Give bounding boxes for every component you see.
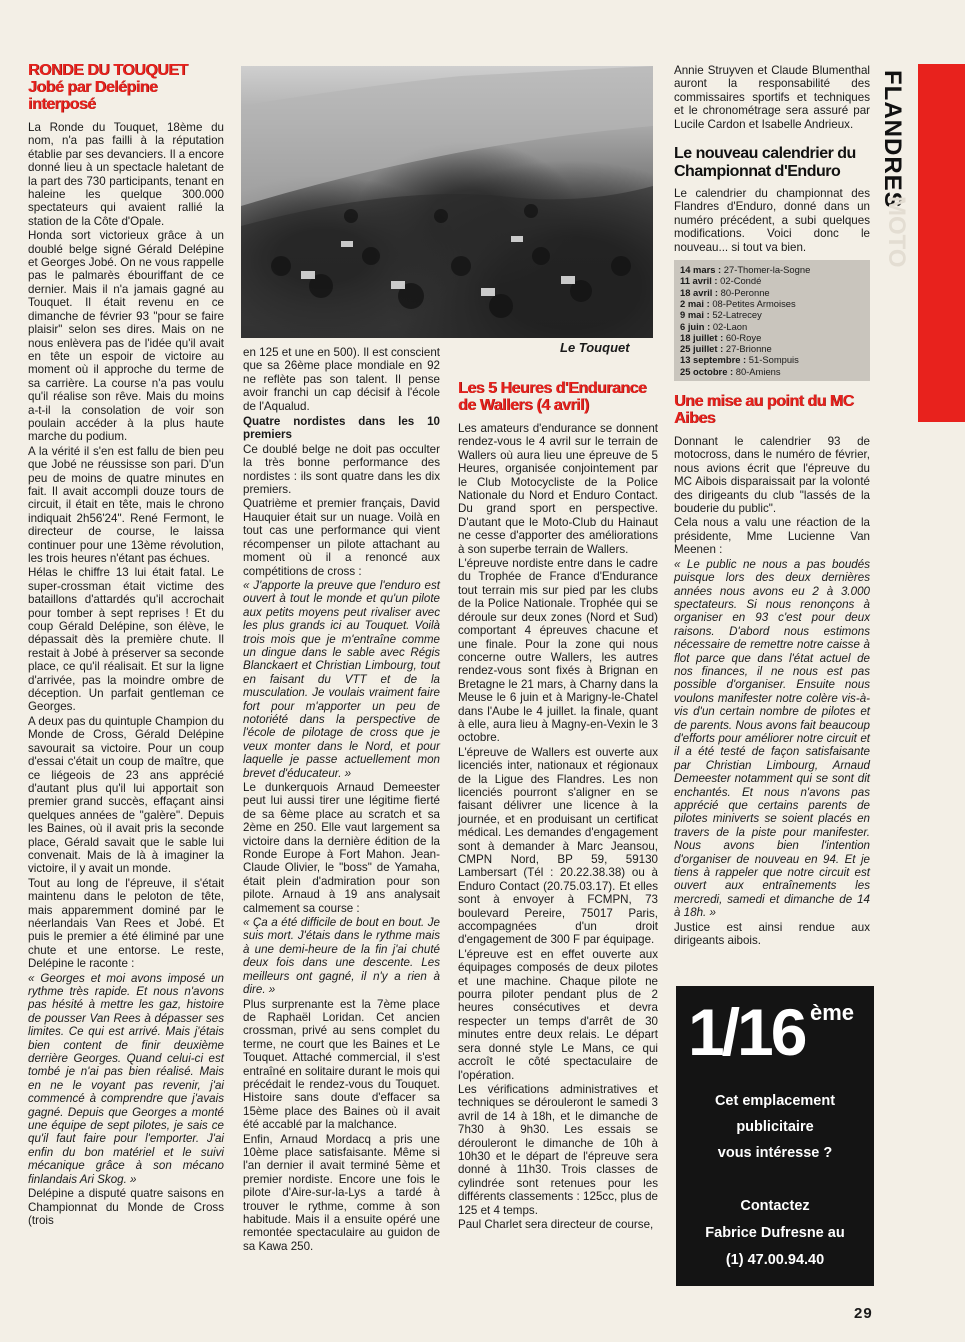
article1-paragraph: Enfin, Arnaud Mordacq a pris une 10ème place satisfaisante. Même si l'an dernier il avait terminé 5ème et premier nordiste. Encore une fois le pilote d'Aire-sur-la-Lys a tardé à trouver le rythme, comme à son habitude. Mais il a ensuite opéré une remontée spectaculaire au guidon de sa Kawa 250.	[243, 1132, 440, 1253]
article4-paragraph: Donnant le calendrier 93 de motocross, dans le numéro de février, nous avions écrit que l'épreuve du MC Aibois disparaissait par la volonté des dirigeants du club "lassés de la bouderie du public".	[674, 435, 870, 516]
calendar-row: 14 mars : 27-Thomer-la-Sogne	[680, 264, 811, 276]
ad-fraction: 1/16	[688, 995, 805, 1069]
article3-intro: Le calendrier du championnat des Flandres d'Enduro, donné dans un numéro précédent, a subi quelques modifications. Voici donc le nouveau... si tout va bien.	[674, 187, 870, 254]
calendar-row: 25 octobre : 80-Amiens	[680, 365, 781, 377]
article1-paragraph: Ce doublé belge ne doit pas occulter la très bonne performance des nordistes : ils sont quatre dans les dix premiers.	[243, 442, 440, 497]
article1-title: RONDE DU TOUQUET	[28, 62, 188, 79]
column-4	[674, 64, 870, 947]
ad-phone: (1) 47.00.94.40	[725, 1252, 825, 1268]
article2-paragraph: Les amateurs d'endurance se donnent rendez-vous le 4 avril sur le terrain de Wallers où aura lieu une épreuve de 5 Heures, organisée conjointement par le Club Motocycliste de la Police Nationale du Nord et Enduro Contact. Du grand sport en perspective. D'autant que le Moto-Club du Hainaut ne cesse d'apporter des améliorations à son superbe terrain de Wallers.	[458, 422, 658, 556]
article1-quote: « Georges et moi avons imposé un rythme très rapide. Et nous n'avons pas hésité à mettre les gaz, histoire de pousser Van Rees à dépasser ses limites. Ce qui est arrivé. Mais j'étais bien content de finir deuxième derrière Georges. Quand celui-ci est tombé je n'ai pas bien réalisé. Mais en ne le voyant pas revenir, j'ai commencé à comprendre que j'avais gagné. Depuis que Georges a monté une équipe de sept pilotes, je sais ce qu'il faut faire pour l'emporter. J'ai enfin du bon matériel et le suivi mécanique grâce à son mécano finlandais Ari Skog. »	[28, 971, 224, 1186]
calendar-box	[674, 260, 870, 381]
article1-paragraph: A la vérité il s'en est fallu de bien peu que Jobé ne réussisse son pari. D'un peu de moins de quatre minutes en fait. Il avait accompli douze tours de circuit, il était en tête, mais le chrono indiquait 2h56'24". René Fermont, le directeur de course, le laissa continuer pour une 13ème révolution, les trois heures n'étant pas échues.	[28, 444, 224, 565]
article1-quote: « J'apporte la preuve que l'enduro est ouvert à tout le monde et qu'un pilote aux petits moyens peut rivaliser avec les plus grands ici au Touquet. Voilà trois mois que je m'entraîne comme un dingue dans le sable avec Régis Blanckaert et Christian Limbourg, tout en faisant du VTT et de la musculation. Je voulais vraiment faire fort pour m'apporter un peu de notoriété dans la perspective de l'école de pilotage de cross que je veux monter dans le Nord, et pour laquelle je passe actuellement mon brevet d'éducateur. »	[243, 578, 440, 780]
article4-title-line1: Une mise au point du MC	[674, 393, 854, 411]
article1-paragraph: en 125 et une en 500). Il est conscient que sa 26ème place mondiale en 92 ne reflète pas son talent. Il pense avoir franchi un cap décisif à l'école de l'Aqualud.	[243, 346, 440, 413]
article1-paragraph: Hélas le chiffre 13 lui était fatal. Le super-crossman était victime des bataillons d'attardés qu'il accrochait pour tomber à sept reprises ! Et du coup Gérald Delépine, son élève, le dépassait dès la première chute. Il restait à Jobé à préserver sa seconde place, ce qu'il réalisait. Et sur la ligne d'arrivée, pas la moindre ombre de déception. Un parfait gentleman ce Georges.	[28, 566, 224, 714]
calendar-row: 25 juillet : 27-Brionne	[680, 343, 772, 355]
photo-caption: Le Touquet	[560, 340, 630, 355]
article1-subhead: Quatre nordistes dans les 10 premiers	[243, 415, 440, 442]
column-2	[243, 346, 440, 1253]
article1-paragraph: A deux pas du quintuple Champion du Monde de Cross, Gérald Delépine savourait sa victoire. Pour un coup d'essai c'était un coup de maître, que ce liégeois de 23 ans apprécié d'autant plus qu'il lui apportait son premier grand succès, effaçant ainsi quelques années de "galère". Depuis les Baines, où il avait pris la seconde place, Gérald savait que le sable lui convenait. Mais de là à imaginer la victoire, il y avait un monde.	[28, 714, 224, 876]
article1-paragraph: Tout au long de l'épreuve, il s'était maintenu dans le peloton de tête, mais apparemment dominé par le néerlandais Van Rees et Jobé. Et puis le premier a été éliminé par une chute et une entorse. Le reste, Delépine le raconte :	[28, 876, 224, 971]
article3-title-line1: Le nouveau calendrier du	[674, 145, 856, 163]
article1-paragraph: Le dunkerquois Arnaud Demeester peut lui aussi tirer une légitime fierté de sa 6ème place au scratch et sa 2ème en 250. Elle vaut largement sa victoire dans la dernière édition de la Ronde Europe à Fort Mahon. Jean-Claude Olivier, le "boss" de Yamaha, était plein d'admiration pour son pilote. Arnaud à 19 ans analysait calmement sa course :	[243, 781, 440, 915]
ad-box	[676, 986, 874, 1286]
ad-line: publicitaire	[736, 1119, 814, 1135]
ad-line: Fabrice Dufresne au	[705, 1225, 845, 1241]
article2-paragraph: L'épreuve de Wallers est ouverte aux licenciés inter, nationaux et régionaux de la Ligue des Flandres. Les non licenciés pourront s'aligner en se faisant délivrer une licence à la journée, et en produisant un certificat médical. Les demandes d'engagement sont à demander à Marc Jeansou, CMPN Nord, BP 59, 59130 Lambersart (Tél : 20.22.38.38) ou à Enduro Contact (20.75.03.17). Et elles sont à envoyer à FCMPN, 73 boulevard Pereire, 75017 Paris, accompagnées d'un droit d'engagement de 300 F par équipage.	[458, 745, 658, 947]
calendar-row: 18 juillet : 60-Roye	[680, 331, 762, 343]
side-color-bar	[918, 64, 965, 422]
ad-line: Cet emplacement	[714, 1093, 836, 1109]
calendar-row: 6 juin : 02-Laon	[680, 320, 748, 332]
column-1	[28, 62, 224, 1227]
calendar-row: 18 avril : 80-Peronne	[680, 286, 770, 298]
ad-line: vous intéresse ?	[717, 1145, 833, 1161]
article2-title-line2: de Wallers (4 avril)	[458, 397, 589, 414]
section-label: FLANDRES	[879, 70, 906, 209]
calendar-row: 11 avril : 02-Condé	[680, 275, 762, 287]
calendar-row: 13 septembre : 51-Sompuis	[680, 354, 799, 366]
column-3	[458, 380, 658, 1231]
calendar-row: 2 mai : 08-Petites Armoises	[680, 297, 796, 309]
article4-paragraph: Cela nous a valu une réaction de la présidente, Mme Lucienne Van Meenen :	[674, 516, 870, 557]
article1-paragraph: Delépine a disputé quatre saisons en Championnat du Monde de Cross (trois	[28, 1187, 224, 1227]
article1-subtitle-line1: Jobé par Delépine	[28, 79, 158, 96]
article4-title-line2: Aibes	[674, 410, 716, 428]
article1-paragraph: Plus surprenante est la 7ème place de Raphaël Loridan. Cet ancien crossman, privé au sens complet du terme, ne court que les Baines et Le Touquet. Attaché commercial, il s'est entraîné en solitaire durant le mois qui précédait le rendez-vous du Touquet. Histoire sans doute d'effacer sa 15ème place des Baines où il avait été accablé par la malchance.	[243, 997, 440, 1132]
calendar-row: 9 mai : 52-Latrecey	[680, 309, 762, 321]
article2-paragraph: L'épreuve est en effet ouverte aux équipages composés de deux pilotes et une machine. Chaque pilote ne pourra piloter pendant plus de 2 heures consécutives et devra respecter un temps d'arrêt de 30 minutes entre deux relais. Le départ sera donné style Le Mans, ce qui accroît le côté spectaculaire de l'opération.	[458, 947, 658, 1082]
ad-fraction-suffix: ème	[810, 1000, 855, 1025]
article1-quote: « Ça a été difficile de bout en bout. Je suis mort. J'étais dans le rythme mais à une demi-heure de la fin j'ai chuté deux fois dans une descente. Les meilleurs ont gagné, il n'y a rien à dire. »	[243, 916, 440, 997]
article2-title-line1: Les 5 Heures d'Endurance	[458, 380, 647, 397]
section-label-ghost: MOTO	[883, 196, 910, 268]
article2-paragraph: Les vérifications administratives et techniques se dérouleront le samedi 3 avril de 14 à 18h, et le dimanche de 7h30 à 9h30. Les essais se dérouleront le dimanche de 10h à 10h30 et le départ de l'épreuve sera donné à 11h30. Trois classes de cylindrée sont retenues pour les différents classements : 125cc, plus de 125 et 4 temps.	[458, 1082, 658, 1217]
article2-continued: Annie Struyven et Claude Blumenthal auront la responsabilité des commissaires sportifs et techniques et le chronométrage sera assuré par Lucile Cardon et Isabelle Andrieux.	[674, 64, 870, 131]
race-photo-illustration	[241, 66, 653, 338]
article3-title-line2: Championnat d'Enduro	[674, 163, 841, 181]
article2-paragraph: L'épreuve nordiste entre dans le cadre du Trophée de France d'Endurance tout terrain mis sur pied par les clubs de la Police Nationale. Trophée qui se déroule sur deux zones (Nord et Sud) comportant 4 épreuves chacune et une finale. Pour la zone qui nous concerne outre Wallers, les autres rendez-vous sont fixés à Brignan en Bretagne le 21 mars, à Charny dans la Meuse le 6 juin et à Marigny-le-Chatel dans l'Aube le 4 juillet. la finale, quant à elle, aura lieu à Magny-en-Vexin le 3 octobre.	[458, 557, 658, 745]
race-photo	[241, 66, 653, 338]
article4-closing: Justice est ainsi rendue aux dirigeants aibois.	[674, 920, 870, 948]
page-number: 29	[854, 1305, 873, 1322]
article1-paragraph: Honda sort victorieux grâce à un doublé belge signé Gérald Delépine et Georges Jobé. On ne vous rappelle pas le palmarès ébouriffant de ce dernier. Mais il n'a jamais gagné au Touquet. Il était revenu en ce dimanche de février 93 "pour se faire plaisir" selon ses dires. Mais on ne nous enlèvera pas de l'idée qu'il avait en tête un espoir de victoire au moment où il approche du terme de sa carrière. La course n'a pas voulu qu'il réalise son rêve. Mais du moins a-t-il la consolation de voir son poulain accéder à la plus haute marche du podium.	[28, 229, 224, 444]
article4-quote: « Le public ne nous a pas boudés puisque lors des deux dernières années nous avons eu 2 à 3.000 spectateurs. Si nous renonçons à organiser en 93 c'est pour deux raisons. D'abord nous estimons nécessaire de remettre notre caisse à flot parce que dans l'état actuel de nos finances, il ne nous est pas possible d'organiser. Ensuite nous voulons manifester notre colère vis-à-vis d'un certain nombre de pilotes et de parents. Nous avons fait beaucoup d'efforts pour améliorer notre circuit et il a été testé de façon satisfaisante par Christian Limbourg, Arnaud Demeester notamment qui se sont dit enchantés. Et nous n'avons pas apprécié que certains parents de pilotes miniverts se soient placés en travers de la piste pour manifester. Nous avons bien l'intention d'organiser de nouveau en 94. Et je tiens à rappeler que notre circuit est ouvert aux entraînements les mercredi, samedi et dimanche de 14 à 18h. »	[674, 557, 870, 920]
article1-subtitle-line2: interposé	[28, 96, 96, 113]
article1-paragraph: La Ronde du Touquet, 18ème du nom, n'a pas failli à la réputation établie par ses devanciers. Il a encore donné lieu à un spectacle haletant de la part des 730 participants, tenant en haleine les quelque 300.000 spectateurs qui avaient rallié la station de la Côte d'Opale.	[28, 121, 224, 228]
ad-line: Contactez	[740, 1198, 810, 1214]
article2-paragraph: Paul Charlet sera directeur de course,	[458, 1217, 654, 1231]
article1-paragraph: Quatrième et premier français, David Hauquier était sur un nuage. Voilà en tout cas une performance qui vient récompenser un pilote attachant au moment où il a renoncé aux compétitions de cross :	[243, 497, 440, 578]
